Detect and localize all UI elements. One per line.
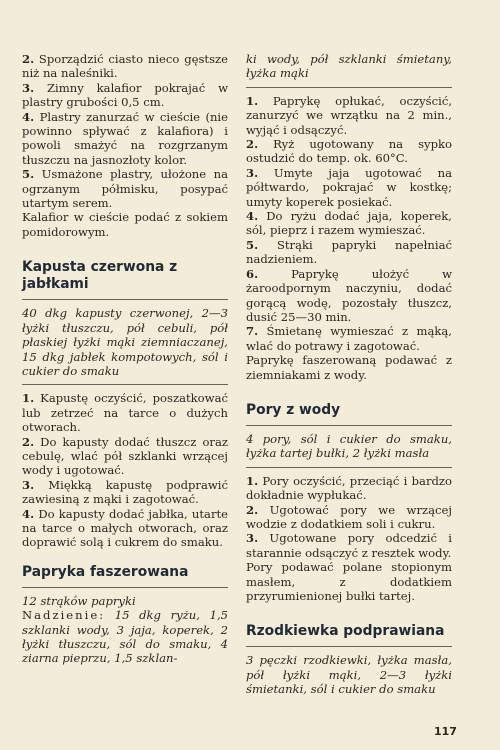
- recipe-title: Papryka faszerowana: [22, 563, 189, 580]
- step: 3. Zimny kalafior pokrajać w plastry grubości 0,5 cm.: [22, 80, 228, 110]
- ingredients: 12 strąków papryki: [22, 593, 136, 608]
- step: 3. Umyte jaja ugotować na półtwardo, pokrajać w kostkę; umyty koperek posiekać.: [246, 165, 453, 209]
- step: 1. Paprykę opłukać, oczyścić, zanurzyć we wrzątku na 2 min., wyjąć i odsączyć.: [246, 93, 452, 137]
- step: 2. Do kapusty dodać tłuszcz oraz cebulę, wlać pół szklanki wrzącej wody i ugotować.: [22, 434, 228, 478]
- step: 5. Usmażone plastry, ułożone na ogrzanym półmisku, posypać utartym serem.: [22, 167, 228, 211]
- ingredients: 40 dkg kapusty czerwonej, 2—3 łyżki tłuszczu, pół cebuli, pół płaskiej łyżki mąki ziemniaczanej, 15 dkg jabłek kompotowych, sól i cukier do smaku: [22, 306, 228, 378]
- recipe-title: Rzodkiewka podprawiana: [246, 623, 445, 640]
- serve-note: Pory podawać polane stopionym masłem, z dodatkiem przyrumienionej bułki tartej.: [246, 560, 452, 603]
- filling-label: Nadzienie:: [22, 608, 106, 623]
- step: 6. Paprykę ułożyć w żaroodpornym naczyniu, dodać gorącą wodę, pozostały tłuszcz, dusić 25—30 min.: [246, 266, 453, 324]
- step: 3. Miękką kapustę podprawić zawiesiną z mąki i zagotować.: [22, 477, 228, 507]
- right-column: [246, 52, 452, 697]
- step: 1. Kapustę oczyścić, poszatkować lub zetrzeć na tarce o dużych otworach.: [22, 391, 228, 435]
- ingredients: 4 pory, sól i cukier do smaku, łyżka tartej bułki, 2 łyżki masła: [246, 431, 452, 461]
- serve-note: Kalafior w cieście podać z sokiem pomidorowym.: [22, 210, 228, 239]
- filling: Nadzienie: 15 dkg ryżu, 1,5 szklanki wody, 3 jaja, koperek, 2 łyżki tłuszczu, sól do smaku, 4 ziarna pieprzu, 1,5 szklan-: [22, 608, 229, 666]
- step: 4. Do ryżu dodać jaja, koperek, sól, pieprz i razem wymieszać.: [246, 209, 452, 238]
- left-column: [22, 52, 228, 666]
- step: 1. Pory oczyścić, przeciąć i bardzo dokładnie wypłukać.: [246, 473, 452, 503]
- step: 2. Ugotować pory we wrzącej wodzie z dodatkiem soli i cukru.: [246, 502, 452, 531]
- ingredients-continued: ki wody, pół szklanki śmietany, łyżka mąki: [246, 52, 452, 81]
- recipe-title: Pory z wody: [246, 401, 341, 418]
- recipe-title: Kapusta czerwona z jabłkami: [22, 259, 178, 293]
- page-number: 117: [434, 725, 457, 738]
- step: 5. Strąki papryki napełniać nadzieniem.: [246, 237, 452, 267]
- step: 2. Ryż ugotowany na sypko ostudzić do temp. ok. 60°C.: [246, 137, 453, 166]
- step: 7. Śmietanę wymieszać z mąką, wlać do potrawy i zagotować.: [246, 324, 452, 353]
- ingredients: 3 pęczki rzodkiewki, łyżka masła, pół łyżki mąki, 2—3 łyżki śmietanki, sól i cukier do smaku: [246, 653, 452, 697]
- step: 4. Plastry zanurzać w cieście (nie powinno spływać z kalafiora) i powoli smażyć na rozgrzanym tłuszczu na jasnozłoty kolor.: [22, 109, 229, 167]
- step: 3. Ugotowane pory odcedzić i starannie odsączyć z resztek wody.: [246, 531, 452, 560]
- step: 2. Sporządzić ciasto nieco gęstsze niż na naleśniki.: [22, 52, 229, 81]
- step: 4. Do kapusty dodać jabłka, utarte na tarce o małych otworach, oraz doprawić solą i cukrem do smaku.: [22, 506, 229, 550]
- serve-note: Paprykę faszerowaną podawać z ziemniakami z wody.: [246, 353, 452, 382]
